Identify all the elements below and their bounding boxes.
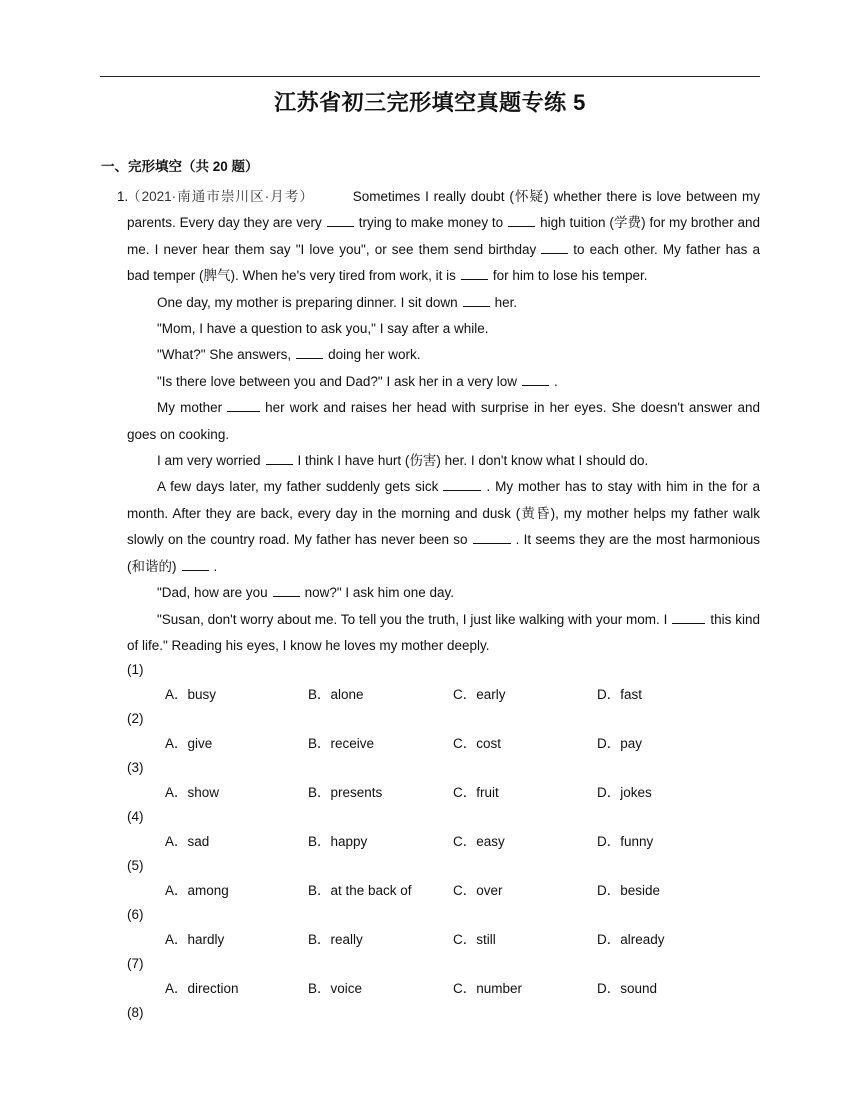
blank-9 (266, 452, 293, 465)
blank-4 (461, 267, 488, 280)
option-b: B．at the back of (308, 882, 412, 898)
option-c: C．still (453, 931, 496, 947)
option-d: D．sound (597, 980, 658, 996)
passage-paragraph-1: （2021·南通市崇川区·月考） Sometimes I really doubt (怀疑) whether there is love between my parents. Every day they are very trying to make money to high tuition (学费) for my brother and me. I never hear them say "I love you", or see them send birthday to each other. My father has a bad temper (脾气). When he's very tired from work, it is for him to lose his temper. (127, 189, 761, 284)
option-c: C．over (453, 882, 503, 898)
option-d: D．already (597, 931, 665, 947)
blank-13 (273, 584, 300, 597)
option-d: D．fast (597, 686, 643, 702)
question-number: 1. (117, 189, 129, 204)
question-list (127, 658, 760, 1026)
blank-11 (473, 531, 511, 544)
page-title: 江苏省初三完形填空真题专练 5 (274, 90, 586, 115)
option-row (127, 683, 760, 708)
blank-5 (463, 294, 490, 307)
passage-paragraph-2: One day, my mother is preparing dinner. I sit down her. (157, 294, 518, 310)
option-d: D．funny (597, 833, 654, 849)
option-row (127, 928, 760, 953)
option-row (127, 781, 760, 806)
question-label: (2) (127, 711, 144, 726)
option-b: B．alone (308, 686, 364, 702)
blank-12 (182, 558, 209, 571)
option-c: C．fruit (453, 784, 499, 800)
option-b: B．happy (308, 833, 368, 849)
option-row (127, 732, 760, 757)
option-c: C．cost (453, 735, 502, 751)
section-heading: 一、完形填空（共 20 题） (101, 159, 259, 174)
option-c: C．early (453, 686, 506, 702)
blank-14 (672, 611, 705, 624)
passage-paragraph-7: I am very worried I think I have hurt (伤害) her. I don't know what I should do. (157, 453, 649, 469)
passage-paragraph-4: "What?" She answers, doing her work. (157, 347, 421, 363)
passage-paragraph-3: "Mom, I have a question to ask you," I say after a while. (157, 321, 489, 337)
passage-paragraph-8: A few days later, my father suddenly gets sick . My mother has to stay with him in the for a month. After they are back, every day in the morning and dusk (黄昏), my mother helps my father walk slowly on the country road. My father has never been so . It seems they are the most harmonious (和谐的) . (127, 479, 761, 574)
blank-3 (541, 241, 568, 254)
passage-paragraph-10: "Susan, don't worry about me. To tell you the truth, I just like walking with your mom. I this kind of life." Reading his eyes, I know he loves my mother deeply. (127, 611, 760, 653)
option-row (127, 830, 760, 855)
option-a: A．sad (165, 833, 210, 849)
option-b: B．presents (308, 784, 383, 800)
option-a: A．among (165, 882, 229, 898)
option-d: D．jokes (597, 784, 652, 800)
question-label: (5) (127, 858, 144, 873)
option-a: A．hardly (165, 931, 225, 947)
blank-1 (327, 214, 354, 227)
option-a: A．busy (165, 686, 217, 702)
passage-paragraph-9: "Dad, how are you now?" I ask him one day. (157, 585, 454, 601)
option-b: B．really (308, 931, 363, 947)
option-row (127, 879, 760, 904)
option-a: A．give (165, 735, 213, 751)
passage-paragraph-5: "Is there love between you and Dad?" I ask her in a very low . (157, 373, 558, 389)
option-b: B．voice (308, 980, 363, 996)
blank-10 (443, 478, 481, 491)
question-source: （2021·南通市崇川区·月考） (127, 189, 315, 204)
question-label: (6) (127, 907, 144, 922)
passage-paragraph-6: My mother her work and raises her head with surprise in her eyes. She doesn't answer and goes on cooking. (127, 400, 760, 442)
option-a: A．show (165, 784, 220, 800)
blank-7 (522, 373, 549, 386)
option-c: C．number (453, 980, 523, 996)
passage (127, 184, 760, 659)
question-label: (8) (127, 1005, 144, 1020)
option-d: D．pay (597, 735, 643, 751)
blank-6 (296, 346, 323, 359)
option-c: C．easy (453, 833, 505, 849)
blank-2 (508, 214, 535, 227)
question-label: (1) (127, 662, 144, 677)
option-row (127, 977, 760, 1002)
blank-8 (227, 399, 260, 412)
question-label: (4) (127, 809, 144, 824)
question-label: (7) (127, 956, 144, 971)
option-d: D．beside (597, 882, 661, 898)
question-label: (3) (127, 760, 144, 775)
option-a: A．direction (165, 980, 239, 996)
header-rule (100, 76, 760, 77)
option-b: B．receive (308, 735, 375, 751)
